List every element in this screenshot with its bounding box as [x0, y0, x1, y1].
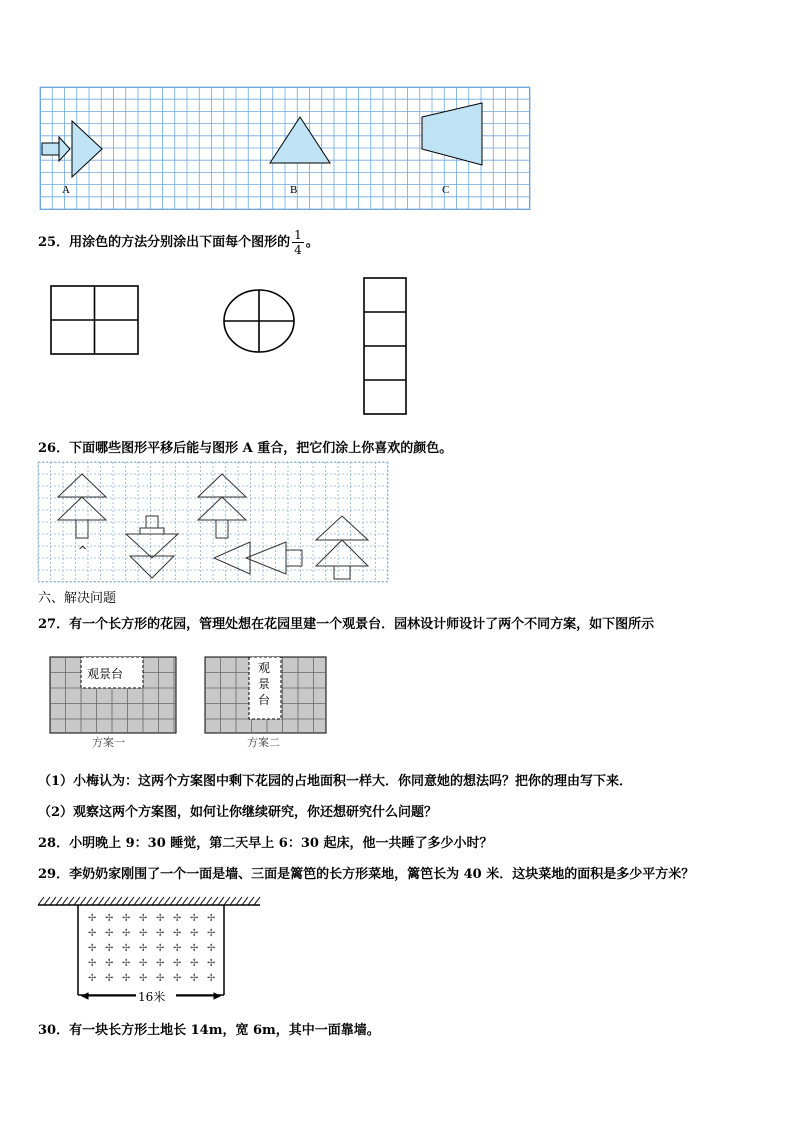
- plant-icon: ✢: [88, 913, 97, 924]
- translation-grid-figure: [40, 87, 532, 212]
- plant-icon: ✢: [173, 928, 182, 939]
- tree-3: [316, 516, 368, 579]
- hatch-mark: [242, 897, 248, 905]
- plant-icon: ✢: [207, 943, 216, 954]
- plant-icon: ✢: [122, 943, 131, 954]
- plant-icon: ✢: [88, 943, 97, 954]
- hatch-mark: [182, 897, 188, 905]
- plant-icon: ✢: [105, 928, 114, 939]
- plan-two-char-1: 观: [257, 661, 270, 675]
- fraction-one-quarter: [292, 228, 304, 257]
- question-26: 26．下面哪些图形平移后能与图形 A 重合，把它们涂上你喜欢的颜色。: [38, 441, 453, 456]
- hatch-mark: [254, 897, 260, 905]
- plant-icon: ✢: [156, 943, 165, 954]
- circle-four-parts: [224, 290, 294, 352]
- hatch-mark: [164, 897, 170, 905]
- hatch-mark: [128, 897, 134, 905]
- hatch-mark: [152, 897, 158, 905]
- plant-icon: ✢: [88, 928, 97, 939]
- tree-2: [198, 474, 246, 538]
- hatch-mark: [158, 897, 164, 905]
- label-b: B: [290, 184, 298, 196]
- plants: [88, 913, 215, 984]
- fraction-denominator: 4: [294, 243, 302, 257]
- plant-icon: ✢: [105, 958, 114, 969]
- plant-icon: ✢: [207, 928, 216, 939]
- hatch-mark: [80, 897, 86, 905]
- tree-a: [58, 474, 106, 538]
- question-25-text: 25．用涂色的方法分别涂出下面每个图形的: [38, 235, 291, 250]
- plant-icon: ✢: [88, 973, 97, 984]
- plan-two-label: [256, 660, 272, 708]
- plant-icon: ✢: [156, 973, 165, 984]
- hatch-mark: [62, 897, 68, 905]
- wall-hatching: [38, 897, 260, 905]
- hatch-mark: [92, 897, 98, 905]
- plant-icon: ✢: [122, 958, 131, 969]
- hatch-mark: [56, 897, 62, 905]
- caret-mark: ^: [78, 544, 88, 557]
- hatch-mark: [50, 897, 56, 905]
- plant-icon: ✢: [105, 913, 114, 924]
- fence-rectangle: [78, 905, 224, 995]
- square-four-parts: [51, 286, 138, 354]
- plan-two-char-2: 景: [257, 677, 270, 691]
- hatch-mark: [74, 897, 80, 905]
- plant-icon: ✢: [139, 943, 148, 954]
- plan-two-char-3: 台: [257, 693, 270, 707]
- hatch-mark: [218, 897, 224, 905]
- plant-icon: ✢: [190, 973, 199, 984]
- plan-two-caption: 方案二: [247, 736, 280, 749]
- hatch-mark: [116, 897, 122, 905]
- hatch-mark: [122, 897, 128, 905]
- shape-c-trapezoid: [422, 103, 482, 165]
- plant-icon: ✢: [156, 958, 165, 969]
- plant-icon: ✢: [122, 973, 131, 984]
- hatch-mark: [236, 897, 242, 905]
- plant-icon: ✢: [173, 973, 182, 984]
- dimension-label: 16米: [138, 990, 166, 1004]
- column-four-parts: [364, 278, 406, 414]
- hatch-mark: [248, 897, 254, 905]
- plant-icon: ✢: [139, 913, 148, 924]
- q26-grid-figure: [38, 462, 390, 584]
- label-a: A: [62, 184, 70, 196]
- label-c: C: [442, 184, 450, 196]
- hatch-mark: [104, 897, 110, 905]
- plant-icon: ✢: [173, 943, 182, 954]
- plant-icon: ✢: [207, 973, 216, 984]
- hatch-mark: [134, 897, 140, 905]
- hatch-mark: [140, 897, 146, 905]
- plant-icon: ✢: [105, 973, 114, 984]
- hatch-mark: [146, 897, 152, 905]
- plant-icon: ✢: [139, 928, 148, 939]
- question-27-sub-1: （1）小梅认为：这两个方案图中剩下花园的占地面积一样大．你同意她的想法吗？把你的理由写下来．: [38, 774, 633, 789]
- question-25-end: 。: [305, 235, 319, 250]
- question-28: 28．小明晚上 9：30 睡觉，第二天早上 6：30 起床，他一共睡了多少小时？: [38, 836, 493, 851]
- hatch-mark: [86, 897, 92, 905]
- hatch-mark: [170, 897, 176, 905]
- hatch-mark: [110, 897, 116, 905]
- hatch-mark: [194, 897, 200, 905]
- plant-icon: ✢: [190, 943, 199, 954]
- hatch-mark: [230, 897, 236, 905]
- q29-vegetable-plot-figure: [38, 893, 262, 1009]
- plant-icon: ✢: [207, 958, 216, 969]
- question-29: 29．李奶奶家刚围了一个一面是墙、三面是篱笆的长方形菜地，篱笆长为 40 米．这块菜地的面积是多少平方米？: [38, 867, 695, 882]
- hatch-mark: [44, 897, 50, 905]
- hatch-mark: [206, 897, 212, 905]
- question-30: 30．有一块长方形土地长 14m，宽 6m，其中一面靠墙。: [38, 1023, 380, 1038]
- q25-shapes: [48, 276, 418, 418]
- plant-icon: ✢: [190, 958, 199, 969]
- shape-a-arrow: [42, 121, 102, 177]
- plant-icon: ✢: [207, 913, 216, 924]
- question-25: [38, 228, 319, 257]
- question-27: 27．有一个长方形的花园，管理处想在花园里建一个观景台．园林设计师设计了两个不同方案，如下图所示: [38, 617, 655, 632]
- hatch-mark: [212, 897, 218, 905]
- hatch-mark: [98, 897, 104, 905]
- plant-icon: ✢: [156, 928, 165, 939]
- plant-icon: ✢: [139, 973, 148, 984]
- hatch-mark: [68, 897, 74, 905]
- plan-one-caption: 方案一: [92, 736, 125, 749]
- plant-icon: ✢: [156, 913, 165, 924]
- plant-icon: ✢: [122, 928, 131, 939]
- plan-one-label: 观景台: [87, 667, 124, 681]
- fraction-numerator: 1: [294, 228, 302, 242]
- question-27-sub-2: （2）观察这两个方案图，如何让你继续研究，你还想研究什么问题？: [38, 805, 438, 820]
- plant-icon: ✢: [105, 943, 114, 954]
- hatch-mark: [188, 897, 194, 905]
- upside-down-tree: [126, 516, 178, 578]
- plant-icon: ✢: [190, 913, 199, 924]
- plant-icon: ✢: [88, 958, 97, 969]
- hatch-mark: [38, 897, 44, 905]
- plant-icon: ✢: [173, 958, 182, 969]
- plant-icon: ✢: [139, 958, 148, 969]
- section-title: 六、解决问题: [38, 591, 117, 606]
- hatch-mark: [200, 897, 206, 905]
- plant-icon: ✢: [122, 913, 131, 924]
- plant-icon: ✢: [190, 928, 199, 939]
- plant-icon: ✢: [173, 913, 182, 924]
- hatch-mark: [176, 897, 182, 905]
- hatch-mark: [224, 897, 230, 905]
